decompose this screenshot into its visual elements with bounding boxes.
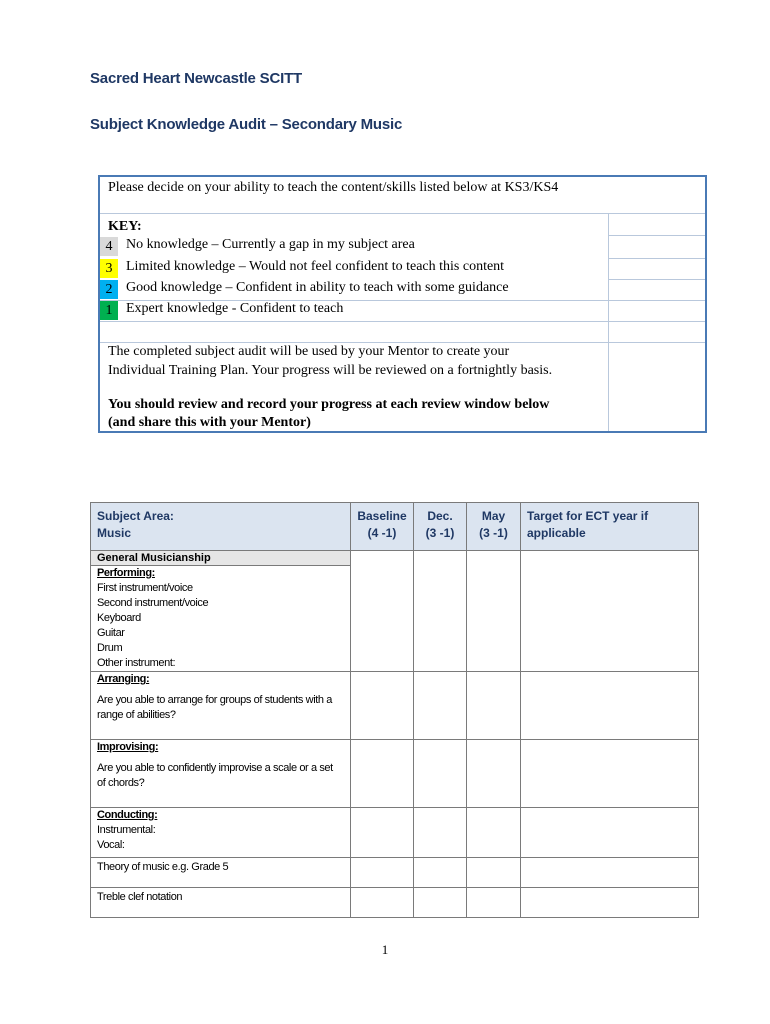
page-number: 1 [381, 942, 389, 957]
key-swatch-2: 2 [100, 280, 118, 299]
may-cell[interactable] [467, 808, 521, 858]
key-row [100, 280, 608, 300]
dec-cell[interactable] [414, 551, 467, 672]
audit-table [90, 502, 699, 918]
note-line-1: The completed subject audit will be used by your Mentor to create your [108, 344, 510, 359]
question-text: Are you able to confidently improvise a scale or a set [97, 762, 333, 774]
target-cell[interactable] [521, 888, 699, 918]
list-item: Guitar [97, 627, 125, 639]
key-swatch-1: 1 [100, 301, 118, 320]
table-row [91, 858, 699, 888]
arranging-cell [91, 672, 351, 740]
baseline-cell[interactable] [351, 888, 414, 918]
baseline-cell[interactable] [351, 808, 414, 858]
list-item: First instrument/voice [97, 582, 193, 594]
may-cell[interactable] [467, 672, 521, 740]
review-line-1: You should review and record your progress at each review window below [108, 397, 550, 412]
question-text: Are you able to arrange for groups of students with a [97, 694, 333, 706]
may-cell[interactable] [467, 551, 521, 672]
may-cell[interactable] [467, 858, 521, 888]
table-row [91, 808, 699, 858]
target-cell[interactable] [521, 740, 699, 808]
may-header: May (3 -1) [467, 503, 521, 551]
question-text: of chords? [97, 777, 145, 789]
performing-title: Performing: [97, 567, 155, 579]
baseline-cell[interactable] [351, 551, 414, 672]
target-header: Target for ECT year if applicable [521, 503, 699, 551]
baseline-header: Baseline (4 -1) [351, 503, 414, 551]
list-item: Vocal: [97, 839, 125, 851]
baseline-cell[interactable] [351, 858, 414, 888]
header-row [91, 503, 699, 551]
key-text: No knowledge – Currently a gap in my subject area [126, 237, 415, 252]
dec-cell[interactable] [414, 858, 467, 888]
list-item: Other instrument: [97, 657, 176, 669]
list-item: Instrumental: [97, 824, 156, 836]
organisation-title: Sacred Heart Newcastle SCITT [90, 70, 302, 87]
list-item: Second instrument/voice [97, 597, 209, 609]
may-cell[interactable] [467, 888, 521, 918]
performing-cell [91, 566, 351, 672]
table-row [91, 888, 699, 918]
key-text: Limited knowledge – Would not feel confident to teach this content [126, 259, 505, 274]
improvising-cell [91, 740, 351, 808]
intro-text: Please decide on your ability to teach the content/skills listed below at KS3/KS4 [108, 180, 559, 195]
review-line-2: (and share this with your Mentor) [108, 415, 311, 430]
baseline-cell[interactable] [351, 672, 414, 740]
treble-clef-cell: Treble clef notation [91, 888, 351, 918]
target-cell[interactable] [521, 551, 699, 672]
section-row [91, 551, 699, 566]
table-row [91, 672, 699, 740]
key-swatch-3: 3 [100, 259, 118, 278]
key-row [100, 259, 608, 279]
note-line-2: Individual Training Plan. Your progress will be reviewed on a fortnightly basis. [108, 363, 553, 378]
key-swatch-4: 4 [100, 237, 118, 256]
may-cell[interactable] [467, 740, 521, 808]
theory-cell: Theory of music e.g. Grade 5 [91, 858, 351, 888]
target-cell[interactable] [521, 808, 699, 858]
subject-area-header: Subject Area: Music [91, 503, 351, 551]
list-item: Keyboard [97, 612, 141, 624]
key-label: KEY: [108, 219, 142, 234]
table-row [91, 740, 699, 808]
key-text: Expert knowledge - Confident to teach [126, 301, 344, 316]
dec-header: Dec. (3 -1) [414, 503, 467, 551]
instructions-box [98, 175, 707, 433]
target-cell[interactable] [521, 672, 699, 740]
key-text: Good knowledge – Confident in ability to teach with some guidance [126, 280, 509, 295]
baseline-cell[interactable] [351, 740, 414, 808]
document-title: Subject Knowledge Audit – Secondary Music [90, 116, 403, 133]
arranging-title: Arranging: [97, 673, 150, 685]
dec-cell[interactable] [414, 888, 467, 918]
key-row [100, 237, 608, 257]
dec-cell[interactable] [414, 808, 467, 858]
conducting-title: Conducting: [97, 809, 158, 821]
improvising-title: Improvising: [97, 741, 159, 753]
conducting-cell [91, 808, 351, 858]
dec-cell[interactable] [414, 672, 467, 740]
list-item: Drum [97, 642, 123, 654]
section-general-musicianship: General Musicianship [91, 551, 351, 566]
key-row [100, 301, 608, 321]
question-text: range of abilities? [97, 709, 176, 721]
target-cell[interactable] [521, 858, 699, 888]
dec-cell[interactable] [414, 740, 467, 808]
